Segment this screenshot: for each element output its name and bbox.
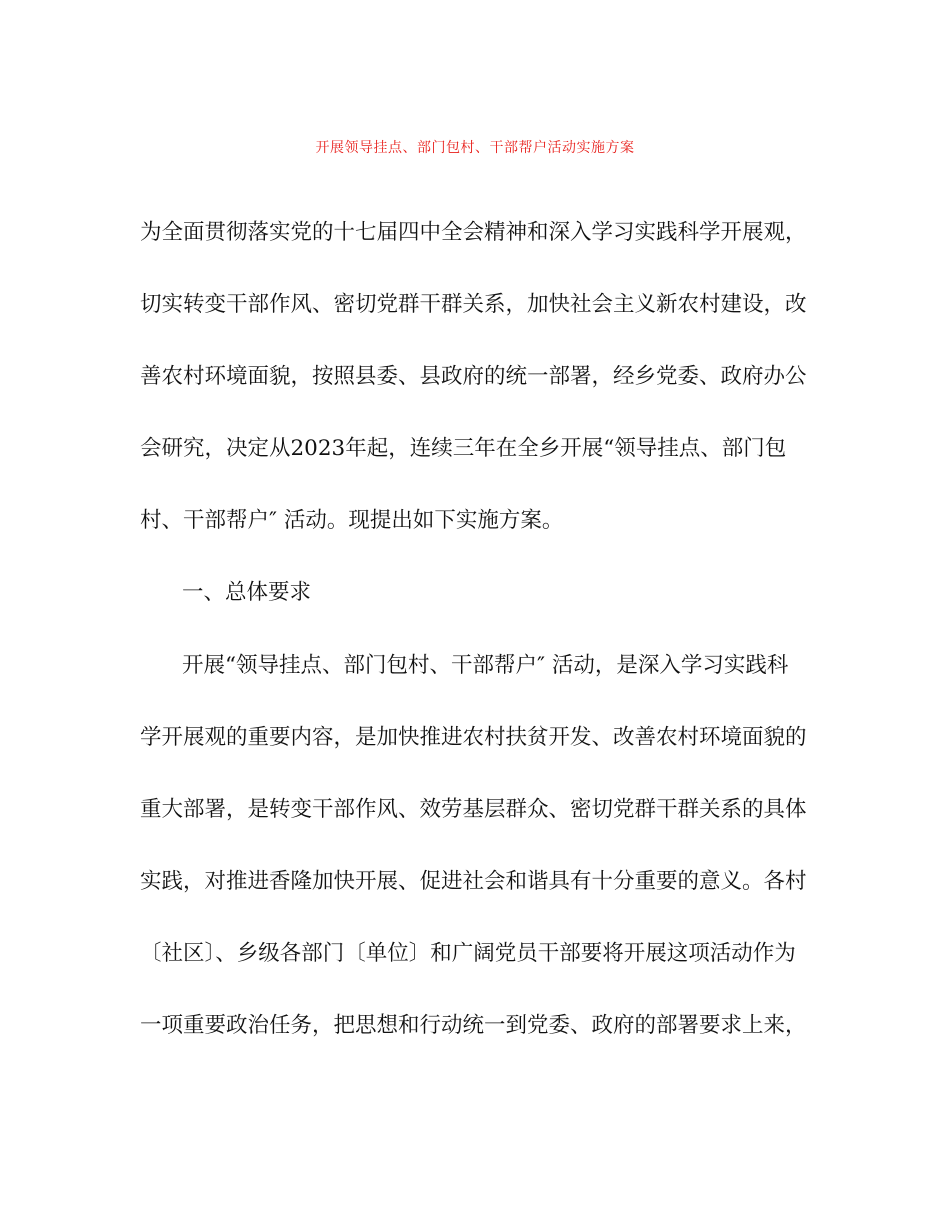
intro-line-4: 会研究，决定从2023年起，连续三年在全乡开展“领导挂点、部门包 — [140, 436, 787, 461]
intro-line-5: 村、干部帮户″ 活动。现提出如下实施方案。 — [140, 508, 564, 533]
body-line-1: 开展“领导挂点、部门包村、干部帮户″ 活动，是深入学习实践科 — [182, 653, 789, 678]
body-line-6: 一项重要政治任务，把思想和行动统一到党委、政府的部署要求上来， — [140, 1013, 807, 1038]
body-line-4: 实践，对推进香隆加快开展、促进社会和谐具有十分重要的意义。各村 — [140, 869, 807, 894]
body-line-2: 学开展观的重要内容，是加快推进农村扶贫开发、改善农村环境面貌的 — [140, 725, 807, 750]
intro-line-2: 切实转变干部作风、密切党群干群关系，加快社会主义新农村建设，改 — [140, 292, 807, 317]
section-heading: 一、总体要求 — [182, 580, 312, 605]
body-line-5: 〔社区〕、乡级各部门〔单位〕和广阔党员干部要将开展这项活动作为 — [140, 941, 796, 966]
body-line-3: 重大部署，是转变干部作风、效劳基层群众、密切党群干群关系的具体 — [140, 797, 807, 822]
document-title: 开展领导挂点、部门包村、干部帮户活动实施方案 — [315, 140, 635, 156]
intro-line-1: 为全面贯彻落实党的十七届四中全会精神和深入学习实践科学开展观， — [140, 220, 807, 245]
intro-line-3: 善农村环境面貌，按照县委、县政府的统一部署，经乡党委、政府办公 — [140, 364, 807, 389]
